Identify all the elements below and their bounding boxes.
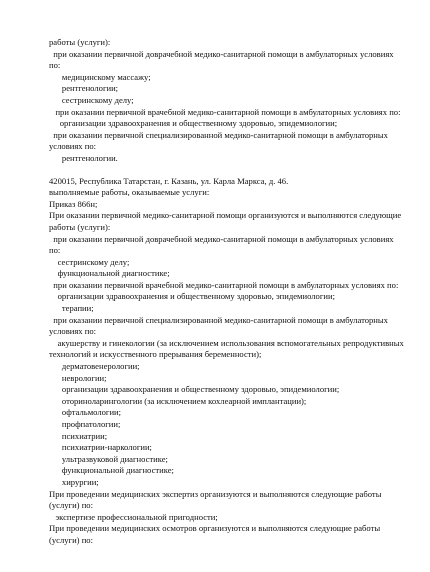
text-line: технологий и искусственного прерывания беременности); <box>49 349 262 360</box>
text-line: выполняемые работы, оказываемые услуги: <box>49 187 210 198</box>
text-line: ультразвуковой диагностике; <box>49 453 168 464</box>
text-line: профпатологии; <box>49 419 121 429</box>
license-services-block-1 <box>49 37 399 165</box>
text-line: сестринскому делу; <box>49 94 134 105</box>
text-line: рентгенологии; <box>49 83 119 94</box>
text-line: При оказании первичной медико-санитарной помощи организуются и выполняются следующие <box>49 210 402 221</box>
text-line: хирургии; <box>49 476 99 487</box>
text-line: дерматовенерологии; <box>49 361 140 372</box>
text-line: функциональной диагностике; <box>49 465 174 476</box>
text-line: (услуги) по: <box>49 500 93 511</box>
text-line: при оказании первичной специализированной медико-санитарной помощи в амбулаторных <box>49 129 388 140</box>
text-line: При проведении медицинских осмотров организуются и выполняются следующие работы <box>49 523 381 534</box>
text-line: при оказании первичной доврачебной медико-санитарной помощи в амбулаторных условиях <box>49 233 394 244</box>
text-line: при оказании первичной врачебной медико-санитарной помощи в амбулаторных условиях по: <box>49 106 401 117</box>
text-line: условиях по: <box>49 326 97 337</box>
text-line: психиатрии-наркологии; <box>49 442 152 453</box>
text-line: работы (услуги): <box>49 37 111 47</box>
license-services-block-2 <box>49 175 404 547</box>
text-line: (услуги) по: <box>49 534 93 545</box>
text-line: При проведении медицинских экспертиз организуются и выполняются следующие работы <box>49 488 382 499</box>
text-line: неврологии; <box>49 372 107 383</box>
text-line: экспертизе профессиональной пригодности; <box>49 511 218 522</box>
text-line: при оказании первичной специализированной медико-санитарной помощи в амбулаторных <box>49 314 388 325</box>
text-line: условиях по: <box>49 141 97 152</box>
text-line: организации здравоохранения и общественному здоровью, эпидемиологии; <box>49 291 335 302</box>
document-text <box>49 37 404 547</box>
text-line: при оказании первичной врачебной медико-санитарной помощи в амбулаторных условиях по: <box>49 279 399 290</box>
paragraph-gap <box>49 165 399 176</box>
text-line: оториноларингологии (за исключением кохлеарной имплантации); <box>49 395 307 406</box>
text-line: акушерству и гинекологии (за исключением использования вспомогательных репродуктивных <box>49 337 404 348</box>
text-line: офтальмологии; <box>49 407 122 418</box>
text-line: работы (услуги): <box>49 221 111 232</box>
text-line: сестринскому делу; <box>49 256 130 267</box>
text-line: психиатрии; <box>49 430 108 441</box>
text-line: по: <box>49 60 61 71</box>
text-line: функциональной диагностике; <box>49 268 170 279</box>
text-line: при оказании первичной доврачебной медико-санитарной помощи в амбулаторных условиях <box>49 48 394 59</box>
text-line: медицинскому массажу; <box>49 71 151 82</box>
address-line: 420015, Республика Татарстан, г. Казань, ул. Карла Маркса, д. 46. <box>49 175 289 186</box>
text-line: Приказ 866н; <box>49 198 98 209</box>
text-line: терапии; <box>49 303 94 314</box>
text-line: рентгенологии. <box>49 152 118 163</box>
text-line: организации здравоохранения и общественному здоровью, эпидемиологии; <box>49 118 338 129</box>
text-line: организации здравоохранения и общественному здоровью, эпидемиологии; <box>49 384 340 395</box>
text-line: по: <box>49 245 61 256</box>
